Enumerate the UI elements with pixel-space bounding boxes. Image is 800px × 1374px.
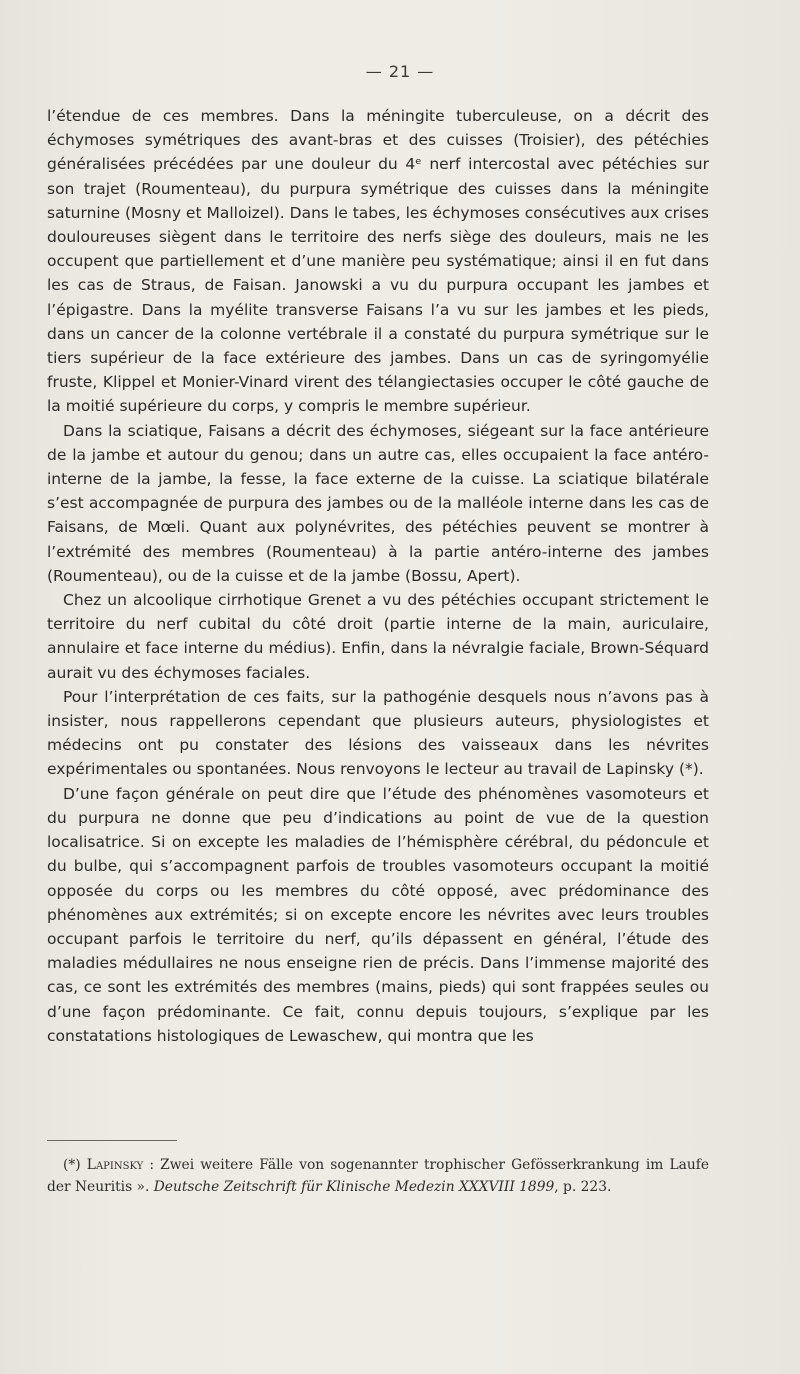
footnote-author: Lapinsky — [86, 1157, 144, 1173]
footnote — [47, 1154, 709, 1198]
paragraph-5: D’une façon générale on peut dire que l’étude des phénomènes vasomoteurs et du purpura ne donne que peu d’indications au point de vue de la question localisatrice. Si on excepte les maladies de l’hémisphère cérébral, du pédoncule et du bulbe, qui s’accompagnent parfois de troubles vasomoteurs occupant la moitié opposée du corps ou les membres du côté opposé, avec prédominance des phénomènes aux extrémités; si on excepte encore les névrites avec leurs troubles occupant parfois le territoire du nerf, qu’ils dépassent en général, l’étude des maladies médullaires ne nous enseigne rien de précis. Dans l’immense majorité des cas, ce sont les extrémités des membres (mains, pieds) qui sont frappées seules ou d’une façon prédominante. Ce fait, connu depuis toujours, s’explique par les constatations histologiques de Lewaschew, qui montra que les — [47, 784, 709, 1045]
page-number: — 21 — — [365, 62, 435, 81]
body-text — [47, 104, 709, 1048]
paragraph-4: Pour l’interprétation de ces faits, sur la pathogénie desquels nous n’avons pas à insister, nous rappellerons cependant que plusieurs auteurs, physiologistes et médecins ont pu constater des lésions des vaisseaux dans les névrites expérimentales ou spontanées. Nous renvoyons le lecteur au travail de Lapinsky (*). — [47, 687, 709, 779]
footnote-divider — [47, 1140, 177, 1141]
footnote-journal: Deutsche Zeitschrift für Klinische Medezin XXXVIII 1899 — [153, 1179, 555, 1195]
footnote-text-after: , p. 223. — [554, 1179, 612, 1195]
footnote-marker: (*) — [63, 1157, 81, 1173]
paragraph-3: Chez un alcoolique cirrhotique Grenet a vu des pétéchies occupant strictement le territoire du nerf cubital du côté droit (partie interne de la main, auriculaire, annulaire et face interne du médius). Enfin, dans la névralgie faciale, Brown-Séquard aurait vu des échymoses faciales. — [47, 591, 709, 682]
footnote-text-before: : Zwei weitere Fälle von sogenannter trophischer Gefösserkrankung im Laufe der Neuritis ». — [47, 1157, 709, 1195]
paragraph-2: Dans la sciatique, Faisans a décrit des échymoses, siégeant sur la face antérieure de la jambe et autour du genou; dans un autre cas, elles occupaient la face antéro-interne de la jambe, la fesse, la face externe de la cuisse. La sciatique bilatérale s’est accompagnée de purpura des jambes ou de la malléole interne dans les cas de Faisans, de Mœli. Quant aux polynévrites, des pétéchies peuvent se montrer à l’extrémité des membres (Roumenteau) à la partie antéro-interne des jambes (Roumenteau), ou de la cuisse et de la jambe (Bossu, Apert). — [47, 421, 709, 585]
paragraph-1: l’étendue de ces membres. Dans la méningite tuberculeuse, on a décrit des échymoses symétriques des avant-bras et des cuisses (Troisier), des pétéchies généralisées précédées par une douleur du 4ᵉ nerf intercostal avec pétéchies sur son trajet (Roumenteau), du purpura symétrique des cuisses dans la méningite saturnine (Mosny et Malloizel). Dans le tabes, les échymoses consécutives aux crises douloureuses siègent dans le territoire des nerfs siège des douleurs, mais ne les occupent que partiellement et d’une manière peu systématique; ainsi il en fut dans les cas de Straus, de Faisan. Janowski a vu du purpura occupant les jambes et l’épigastre. Dans la myélite transverse Faisans l’a vu sur les jambes et les pieds, dans un cancer de la colonne vertébrale il a constaté du purpura symétrique sur le tiers supérieur de la face extérieure des jambes. Dans un cas de syringomyélie fruste, Klippel et Monier-Vinard virent des télangiectasies occuper le côté gauche de la moitié supérieure du corps, y compris le membre supérieur. — [47, 107, 709, 416]
